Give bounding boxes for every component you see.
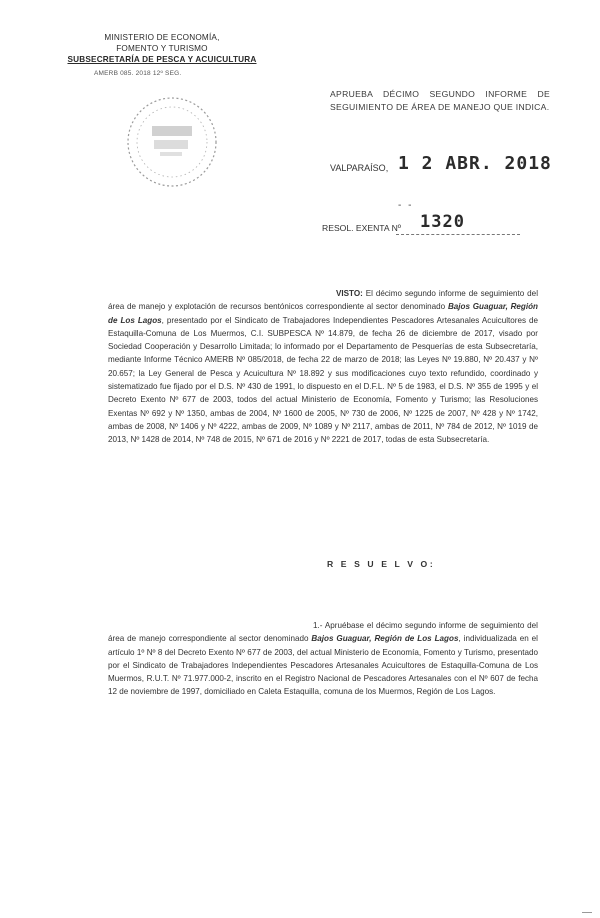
subsecretaria-line: SUBSECRETARÍA DE PESCA Y ACUICULTURA <box>67 55 257 64</box>
official-seal-stamp <box>122 92 222 192</box>
resolution-article-1 <box>108 619 538 699</box>
resolution-marks: - - <box>398 200 414 211</box>
visto-label: VISTO: <box>336 289 363 298</box>
page-corner-mark <box>582 912 592 913</box>
visto-sector-name: Bajos Guaguar, Región de Los Lagos <box>108 302 538 325</box>
resuelvo-heading: R E S U E L V O: <box>327 559 436 569</box>
ministry-line-2: FOMENTO Y TURISMO <box>116 44 208 53</box>
visto-text-2: , presentado por el Sindicato de Trabajadores Independientes Pescadores Artesanales Acuicultores de Estaquilla-Comuna de Los Muermos, C.I. SUBPESCA Nº 14.879, de fecha 26 de diciembre de 2017, visado por Sociedad Cooperación y Desarrollo Limitada; lo informado por el Departamento de Pesquerías de esta Subsecretaría, mediante Informe Técnico AMERB Nº 085/2018, de fecha 22 de marzo de 2018; las Leyes Nº 19.880, Nº 20.437 y Nº 20.657; la Ley General de Pesca y Acuicultura Nº 18.892 y sus modificaciones cuyo texto refundido, coordinado y sistematizado fue fijado por el D.S. Nº 430 de 1991, lo dispuesto en el D.F.L. Nº 5 de 1983, el D.S. Nº 355 de 1995 y el Decreto Exento Nº 677 de 2003, todos del actual Ministerio de Economía, Fomento y Turismo; las Resoluciones Exentas Nº 692 y Nº 1350, ambas de 2004, Nº 1600 de 2005, Nº 730 de 2006, Nº 1225 de 2007, Nº 428 y Nº 1742, ambas de 2008, Nº 1406 y Nº 4222, ambas de 2009, Nº 1089 y Nº 2117, ambas de 2011, Nº 784 de 2012, Nº 1019 de 2013, Nº 1428 de 2014, Nº 748 de 2015, Nº 671 de 2016 y Nº 2221 de 2017, todas de esta Subsecretaría. <box>108 315 538 445</box>
visto-text-1: El décimo segundo informe de seguimiento del área de manejo y explotación de recursos bentónicos correspondiente al sector denominado <box>108 289 538 312</box>
issuer-header <box>62 32 262 65</box>
resolution-label: RESOL. EXENTA Nº <box>322 223 401 233</box>
visto-paragraph <box>108 287 538 447</box>
ministry-line-1: MINISTERIO DE ECONOMÍA, <box>104 33 220 42</box>
article-1-text-2: , individualizada en el artículo 1º Nº 8 del Decreto Exento Nº 677 de 2003, del actual Ministerio de Economía, Fomento y Turismo, presentado por el Sindicato de Trabajadores Independientes Pescadores Artesanales Acuicultores de Estaquilla-Comuna de Los Muermos, R.U.T. Nº 71.977.000-2, inscrito en el Registro Nacional de Pescadores Artesanales con el Nº 607 de fecha 12 de noviembre de 1997, domiciliado en Caleta Estaquilla, comuna de los Muermos, Región de Los Lagos. <box>108 634 538 697</box>
article-1-sector-name: Bajos Guaguar, Región de Los Lagos <box>311 634 459 644</box>
city-label: VALPARAÍSO, <box>330 163 389 173</box>
resolution-number-line <box>396 234 520 235</box>
article-1-text-1: 1.- Apruébase el décimo segundo informe de seguimiento del área de manejo correspondiente al sector denominado <box>108 621 538 644</box>
resolution-number: 1320 <box>420 212 465 232</box>
document-subject: APRUEBA DÉCIMO SEGUNDO INFORME DE SEGUIMIENTO DE ÁREA DE MANEJO QUE INDICA. <box>330 89 550 112</box>
handwritten-date: 1 2 ABR. 2018 <box>398 153 552 174</box>
document-reference: AMERB 085. 2018 12º SEG. <box>94 70 182 77</box>
